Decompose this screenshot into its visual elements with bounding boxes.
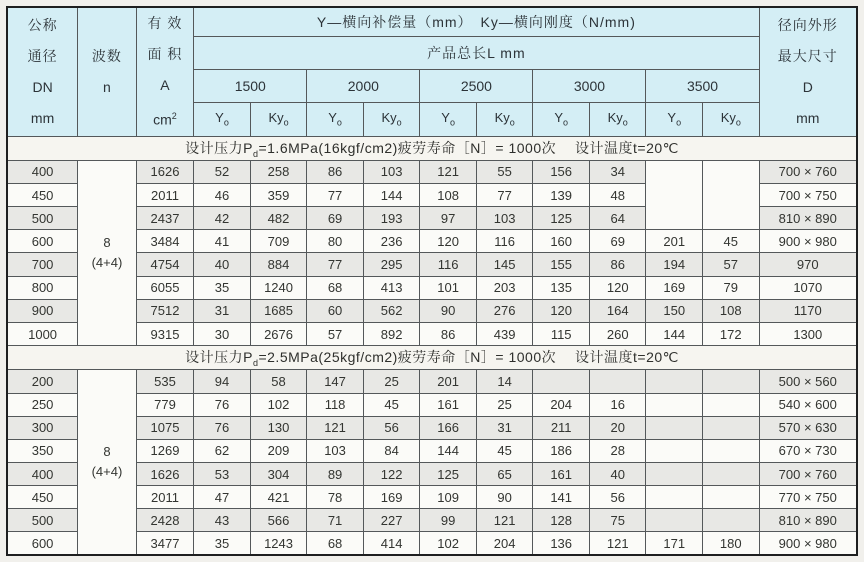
- cell-empty-merged: [703, 160, 760, 229]
- yo-header: $Y_o$: [194, 102, 251, 136]
- cell-value: 14: [476, 370, 533, 393]
- cell-value: [703, 509, 760, 532]
- cell-area: 779: [136, 393, 194, 416]
- cell-value: 69: [307, 207, 364, 230]
- cell-value: 144: [646, 322, 703, 345]
- cell-value: 64: [589, 207, 646, 230]
- cell-outer-dim: 770 × 750: [759, 486, 857, 509]
- cell-value: 31: [476, 416, 533, 439]
- cell-value: 68: [307, 276, 364, 299]
- length-2000: 2000: [307, 69, 420, 102]
- cell-value: 101: [420, 276, 477, 299]
- cell-value: 121: [476, 509, 533, 532]
- n-line: n: [103, 78, 111, 95]
- cell-value: 62: [194, 439, 251, 462]
- spec-table: [6, 6, 858, 556]
- cell-value: 108: [703, 299, 760, 322]
- cell-value: 884: [250, 253, 307, 276]
- cell-value: 58: [250, 370, 307, 393]
- cell-value: [533, 370, 590, 393]
- cell-value: 236: [363, 230, 420, 253]
- cell-value: 145: [476, 253, 533, 276]
- cell-value: 121: [589, 532, 646, 555]
- cell-value: 80: [307, 230, 364, 253]
- cell-outer-dim: 540 × 600: [759, 393, 857, 416]
- cell-value: [703, 393, 760, 416]
- cell-value: 130: [250, 416, 307, 439]
- cell-value: 75: [589, 509, 646, 532]
- cell-dn: 500: [7, 509, 78, 532]
- cell-dn: 800: [7, 276, 78, 299]
- cell-value: [646, 509, 703, 532]
- cell-value: [646, 439, 703, 462]
- cell-value: 20: [589, 416, 646, 439]
- col-header-outer-dim: [759, 7, 857, 136]
- cell-value: 78: [307, 486, 364, 509]
- cell-value: 115: [533, 322, 590, 345]
- cell-value: 102: [250, 393, 307, 416]
- cell-value: [646, 393, 703, 416]
- cell-value: 260: [589, 322, 646, 345]
- cell-value: 40: [589, 462, 646, 485]
- yo-header: $Y_o$: [646, 102, 703, 136]
- cell-dn: 500: [7, 207, 78, 230]
- cell-value: 709: [250, 230, 307, 253]
- cell-outer-dim: 700 × 760: [759, 160, 857, 183]
- cell-value: 120: [589, 276, 646, 299]
- cell-value: [703, 370, 760, 393]
- cell-value: 892: [363, 322, 420, 345]
- cell-value: 56: [589, 486, 646, 509]
- cell-value: [703, 462, 760, 485]
- cell-value: 155: [533, 253, 590, 276]
- total-length-header: 产品总长L mm: [194, 36, 759, 69]
- cell-value: 77: [307, 253, 364, 276]
- cell-value: 43: [194, 509, 251, 532]
- cell-value: 161: [420, 393, 477, 416]
- cell-value: 194: [646, 253, 703, 276]
- cell-value: 116: [420, 253, 477, 276]
- cell-dn: 400: [7, 462, 78, 485]
- cell-outer-dim: 1070: [759, 276, 857, 299]
- cell-value: [646, 486, 703, 509]
- cell-value: 2676: [250, 322, 307, 345]
- cell-area: 3484: [136, 230, 194, 253]
- cell-value: 99: [420, 509, 477, 532]
- cell-value: 359: [250, 184, 307, 207]
- cell-value: [646, 370, 703, 393]
- cell-value: 139: [533, 184, 590, 207]
- cell-outer-dim: 700 × 750: [759, 184, 857, 207]
- cell-value: 147: [307, 370, 364, 393]
- yo-header: $Y_o$: [533, 102, 590, 136]
- cell-dn: 1000: [7, 322, 78, 345]
- cell-value: 164: [589, 299, 646, 322]
- cell-value: 125: [533, 207, 590, 230]
- col-header-wave-count: [78, 7, 137, 136]
- cell-dn: 450: [7, 184, 78, 207]
- cell-value: 109: [420, 486, 477, 509]
- cell-value: 482: [250, 207, 307, 230]
- cell-value: 204: [533, 393, 590, 416]
- cell-dn: 350: [7, 439, 78, 462]
- cell-value: 45: [363, 393, 420, 416]
- cell-value: 97: [420, 207, 477, 230]
- cell-dn: 400: [7, 160, 78, 183]
- section-header-row: [7, 136, 857, 160]
- cell-dn: 900: [7, 299, 78, 322]
- cell-value: 68: [307, 532, 364, 555]
- cell-area: 1269: [136, 439, 194, 462]
- cell-dn: 200: [7, 370, 78, 393]
- cell-value: 121: [307, 416, 364, 439]
- cell-value: 118: [307, 393, 364, 416]
- cell-area: 6055: [136, 276, 194, 299]
- cell-value: 439: [476, 322, 533, 345]
- cell-value: 201: [646, 230, 703, 253]
- a-line: A: [160, 77, 170, 93]
- section-header-row: [7, 346, 857, 370]
- length-3000: 3000: [533, 69, 646, 102]
- cell-value: 166: [420, 416, 477, 439]
- col-header-dn: [7, 7, 78, 136]
- cell-value: 186: [533, 439, 590, 462]
- cell-value: 84: [363, 439, 420, 462]
- cell-value: 45: [476, 439, 533, 462]
- yo-header: $Y_o$: [307, 102, 364, 136]
- cell-dn: 600: [7, 532, 78, 555]
- cell-value: [703, 439, 760, 462]
- cell-value: 90: [476, 486, 533, 509]
- section-title: 设计压力$P_d=2.5MPa(25kgf/cm2)$疲劳寿命［N］= 1000次 设计温度t=20℃: [7, 346, 857, 370]
- d-line: D: [802, 78, 813, 95]
- cell-value: 128: [533, 509, 590, 532]
- cell-value: 28: [589, 439, 646, 462]
- a-line: 面 积: [147, 46, 183, 62]
- cell-value: 102: [420, 532, 477, 555]
- section-1-6mpa: [7, 136, 857, 346]
- cell-value: 150: [646, 299, 703, 322]
- cell-value: 116: [476, 230, 533, 253]
- cell-value: [703, 416, 760, 439]
- cell-outer-dim: 670 × 730: [759, 439, 857, 462]
- yo-header: $Y_o$: [420, 102, 477, 136]
- cell-value: 34: [589, 160, 646, 183]
- length-1500: 1500: [194, 69, 307, 102]
- cell-value: 160: [533, 230, 590, 253]
- cell-empty-merged: [646, 160, 703, 229]
- cell-outer-dim: 970: [759, 253, 857, 276]
- kyo-header: $Ky_o$: [476, 102, 533, 136]
- cell-area: 3477: [136, 532, 194, 555]
- cell-value: 169: [363, 486, 420, 509]
- cell-value: [646, 462, 703, 485]
- cell-value: 169: [646, 276, 703, 299]
- kyo-header: $Ky_o$: [363, 102, 420, 136]
- cell-value: 144: [420, 439, 477, 462]
- cell-value: 141: [533, 486, 590, 509]
- col-header-area: [136, 7, 194, 136]
- cell-value: 136: [533, 532, 590, 555]
- cell-value: 144: [363, 184, 420, 207]
- cell-value: 52: [194, 160, 251, 183]
- cell-area: 2428: [136, 509, 194, 532]
- d-line: mm: [796, 109, 820, 126]
- cell-value: 193: [363, 207, 420, 230]
- cell-value: 71: [307, 509, 364, 532]
- kyo-header: $Ky_o$: [703, 102, 760, 136]
- cell-dn: 600: [7, 230, 78, 253]
- dn-line: mm: [30, 109, 55, 126]
- cell-area: 7512: [136, 299, 194, 322]
- cell-value: 86: [420, 322, 477, 345]
- cell-value: 172: [703, 322, 760, 345]
- cell-value: [703, 486, 760, 509]
- cell-value: 180: [703, 532, 760, 555]
- cell-wave-count: 8 (4+4): [78, 370, 137, 555]
- cell-value: 16: [589, 393, 646, 416]
- cell-outer-dim: 1170: [759, 299, 857, 322]
- cell-outer-dim: 500 × 560: [759, 370, 857, 393]
- cell-value: 90: [420, 299, 477, 322]
- cell-value: 48: [589, 184, 646, 207]
- cell-value: 69: [589, 230, 646, 253]
- cell-value: 42: [194, 207, 251, 230]
- cell-value: 120: [533, 299, 590, 322]
- cell-value: 135: [533, 276, 590, 299]
- cell-value: 76: [194, 393, 251, 416]
- cell-value: 211: [533, 416, 590, 439]
- cell-value: 203: [476, 276, 533, 299]
- cell-outer-dim: 700 × 760: [759, 462, 857, 485]
- dn-line: 公称: [27, 16, 58, 33]
- cell-value: 35: [194, 276, 251, 299]
- cell-value: 65: [476, 462, 533, 485]
- cell-outer-dim: 570 × 630: [759, 416, 857, 439]
- n-line: 波数: [91, 47, 122, 64]
- cell-outer-dim: 1300: [759, 322, 857, 345]
- cell-value: 79: [703, 276, 760, 299]
- cell-outer-dim: 810 × 890: [759, 207, 857, 230]
- table-title: Y—横向补偿量（mm） Ky—横向刚度（N/mm): [194, 7, 759, 36]
- cell-area: 535: [136, 370, 194, 393]
- cell-value: 1240: [250, 276, 307, 299]
- cell-value: [589, 370, 646, 393]
- cell-value: 86: [307, 160, 364, 183]
- header-row-1: [7, 7, 857, 36]
- cell-value: 25: [363, 370, 420, 393]
- cell-value: 57: [703, 253, 760, 276]
- cell-value: 122: [363, 462, 420, 485]
- cell-value: 30: [194, 322, 251, 345]
- cell-value: 103: [363, 160, 420, 183]
- cell-area: 2437: [136, 207, 194, 230]
- dn-line: DN: [32, 78, 53, 95]
- cell-value: 25: [476, 393, 533, 416]
- cell-value: 304: [250, 462, 307, 485]
- dn-line: 通径: [27, 47, 58, 64]
- cell-outer-dim: 900 × 980: [759, 532, 857, 555]
- cell-value: 276: [476, 299, 533, 322]
- cell-value: 76: [194, 416, 251, 439]
- cell-value: 89: [307, 462, 364, 485]
- cell-value: 35: [194, 532, 251, 555]
- cell-value: 31: [194, 299, 251, 322]
- cell-value: 421: [250, 486, 307, 509]
- cell-value: 40: [194, 253, 251, 276]
- cell-wave-count: 8 (4+4): [78, 160, 137, 345]
- cell-value: 103: [307, 439, 364, 462]
- cell-value: 103: [476, 207, 533, 230]
- cell-value: 41: [194, 230, 251, 253]
- d-line: 径向外形: [777, 16, 838, 33]
- cell-area: 1075: [136, 416, 194, 439]
- cell-value: 161: [533, 462, 590, 485]
- cell-value: 77: [476, 184, 533, 207]
- cell-value: 121: [420, 160, 477, 183]
- cell-value: 53: [194, 462, 251, 485]
- cell-outer-dim: 900 × 980: [759, 230, 857, 253]
- cell-value: 94: [194, 370, 251, 393]
- cell-area: 9315: [136, 322, 194, 345]
- cell-dn: 300: [7, 416, 78, 439]
- cell-area: 4754: [136, 253, 194, 276]
- table-row-dn-200: [7, 370, 857, 393]
- cell-value: 562: [363, 299, 420, 322]
- cell-value: 156: [533, 160, 590, 183]
- cell-value: 120: [420, 230, 477, 253]
- table-row-dn-400: [7, 160, 857, 183]
- length-3500: 3500: [646, 69, 759, 102]
- cell-value: 60: [307, 299, 364, 322]
- cell-area: 2011: [136, 486, 194, 509]
- d-line: 最大尺寸: [777, 47, 838, 64]
- cell-value: 125: [420, 462, 477, 485]
- length-2500: 2500: [420, 69, 533, 102]
- cell-value: 86: [589, 253, 646, 276]
- a-line: 有 效: [147, 15, 183, 31]
- cell-value: 47: [194, 486, 251, 509]
- cell-area: 1626: [136, 160, 194, 183]
- cell-value: 55: [476, 160, 533, 183]
- cell-value: 413: [363, 276, 420, 299]
- cell-value: 57: [307, 322, 364, 345]
- cell-outer-dim: 810 × 890: [759, 509, 857, 532]
- cell-value: 45: [703, 230, 760, 253]
- cell-value: 201: [420, 370, 477, 393]
- cell-value: 566: [250, 509, 307, 532]
- cell-value: 295: [363, 253, 420, 276]
- cell-value: 204: [476, 532, 533, 555]
- cell-value: 258: [250, 160, 307, 183]
- cell-dn: 450: [7, 486, 78, 509]
- section-2-5mpa: [7, 346, 857, 556]
- cell-dn: 700: [7, 253, 78, 276]
- kyo-header: $Ky_o$: [250, 102, 307, 136]
- a-unit: $cm^2$: [153, 111, 177, 128]
- cell-value: 1243: [250, 532, 307, 555]
- cell-value: 46: [194, 184, 251, 207]
- cell-area: 1626: [136, 462, 194, 485]
- cell-value: 227: [363, 509, 420, 532]
- cell-value: 209: [250, 439, 307, 462]
- cell-value: [646, 416, 703, 439]
- cell-value: 414: [363, 532, 420, 555]
- cell-value: 56: [363, 416, 420, 439]
- cell-value: 108: [420, 184, 477, 207]
- cell-dn: 250: [7, 393, 78, 416]
- section-title: 设计压力$P_d=1.6MPa(16kgf/cm2)$疲劳寿命［N］= 1000次 设计温度t=20℃: [7, 136, 857, 160]
- cell-value: 77: [307, 184, 364, 207]
- cell-value: 171: [646, 532, 703, 555]
- cell-value: 1685: [250, 299, 307, 322]
- kyo-header: $Ky_o$: [589, 102, 646, 136]
- cell-area: 2011: [136, 184, 194, 207]
